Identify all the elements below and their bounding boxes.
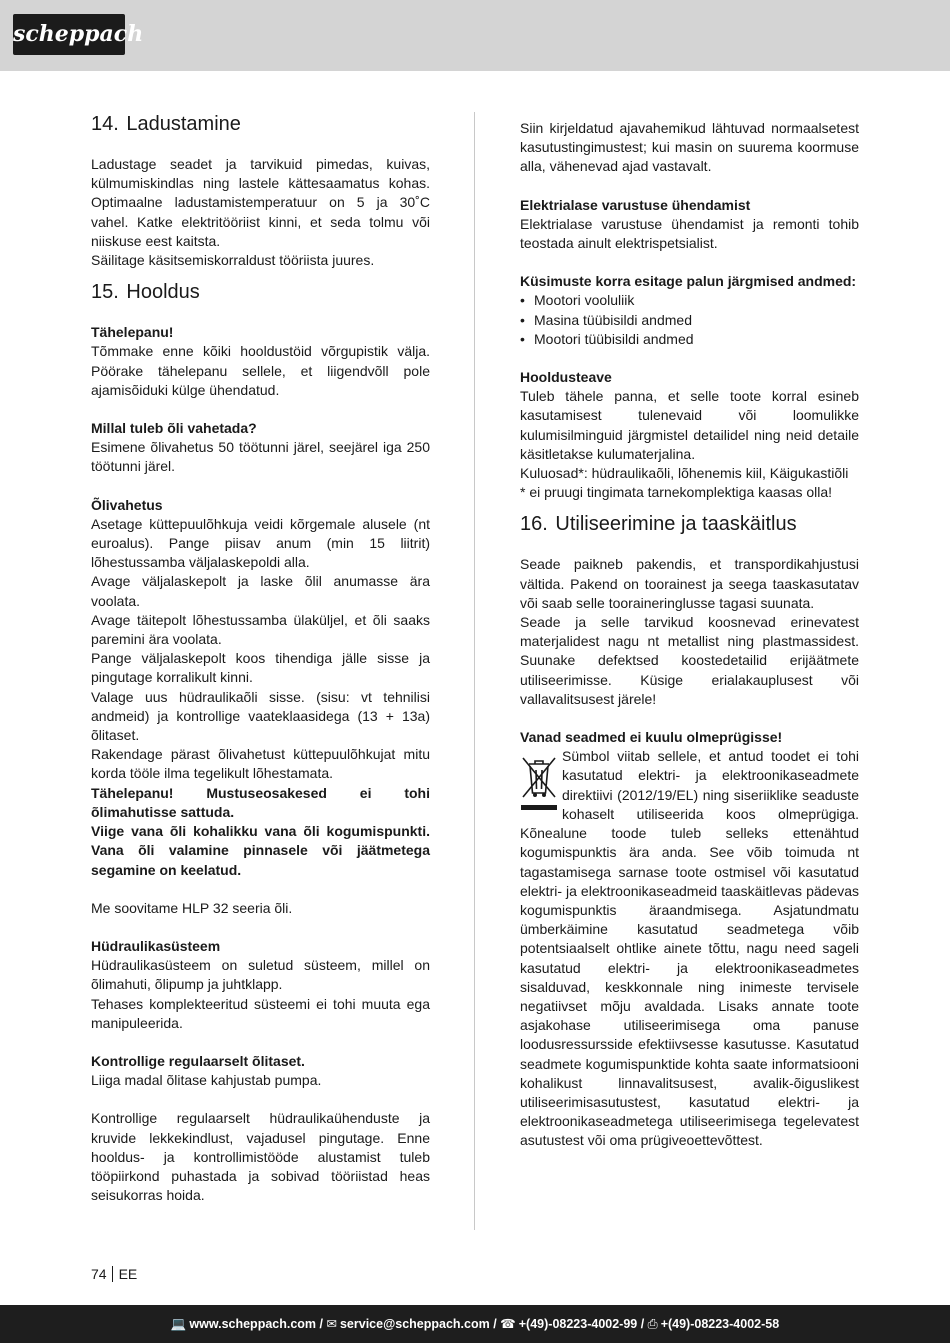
section-number: 14. (91, 113, 119, 135)
oil-level-text: Liiga madal õlitase kahjustab pumpa. (91, 1072, 322, 1089)
fax-icon: ⎙ (647, 1317, 658, 1331)
questions-heading: Küsimuste korra esitage palun järgmised andmed: (520, 273, 857, 290)
oil-level-heading: Kontrollige regulaarselt õlitaset. (91, 1052, 305, 1069)
list-item: • Masina tüübisildi andmed (520, 311, 859, 330)
page-number-block (91, 1265, 137, 1283)
section-heading-storage (91, 112, 430, 136)
section-title: Hooldus (126, 281, 200, 304)
attention-text: Tõmmake enne kõiki hooldustöid võrgupistik välja. Pöörake tähelepanu sellele, et liigendvõll pole ajamisõiduki külge ühendatud. (91, 343, 430, 398)
service-heading: Hooldusteave (520, 369, 612, 386)
fax-number: +(49)-08223-4002-58 (660, 1317, 780, 1331)
oil-change-answer: Esimene õlivahetus 50 töötunni järel, seejärel iga 250 töötunni järel. (91, 439, 430, 475)
old-devices-text: Sümbol viitab sellele, et antud toodet ei tohi kasutatud elektri- ja elektroonikaseadmete direktiivi (2012/19/EL) ning siseriiklike seaduste kohaselt utiliseerida koos olmeprügiga. Kõnealune toode tuleb selleks ettenähtud kogumispunktis ära anda. See võib toimuda nt tagastamisega sarnase toote ostmisel või kasutatud elektri- ja elektroonikaseadmeid taaskäitlevas pädevas kogumispunktis äraandmisega. Asjatundmatu ümberkäimine kasutatud seadmetega võib potentsiaalselt ohtlike ainete tõttu, nagu need sageli kasutatud elektri- ja elektroonikaseadmetes sisalduvad, keskkonnale ning inimeste tervisele negatiivset mõju avaldada. Lisaks annate toote asjakohase utiliseerimisega oma panuse loodusressursside efektiivsesse kasutusse. Kasutatud seadmete kogumispunktide kohta saate informatsiooni kohalikust linnavalitsusest, avalik-õiguslikest utiliseerimisasutustest, kasutatud elektri- ja elektroonikaseadmetega utiliseerimisega tegelevatest asutustest või oma prügiveoettevõttest. (520, 748, 859, 1149)
hydraulic-text-2: Tehases komplekteeritud süsteemi ei tohi muuta ega manipuleerida. (91, 995, 430, 1031)
section-number: 16. (520, 513, 548, 536)
weee-block (520, 747, 859, 1150)
oil-step-4: Pange väljalaskepolt koos tihendiga jälle sisse ja pingutage korralikult kinni. (91, 650, 430, 686)
delivery-note: * ei pruugi tingimata tarnekomplektiga kaasas olla! (520, 484, 833, 501)
wear-parts: Kuluosad*: hüdraulikaõli, lõhenemis kiil, Käigukastiõli (520, 465, 849, 482)
column-divider (474, 112, 475, 1230)
phone-icon: ☎ (500, 1317, 516, 1331)
leak-check-text: Kontrollige regulaarselt hüdraulikaühenduste ja kruvide lekkekindlust, vajadusel pingutage. Enne hooldus- ja kontrollimistööde alustamist tuleb tööpiirkond puhastada ja sobivad tööriistad heas seisukorras hoida. (91, 1110, 430, 1204)
section-heading-disposal (520, 512, 859, 536)
attention-label: Tähelepanu! (91, 324, 174, 341)
website-link[interactable]: www.scheppach.com / (189, 1317, 323, 1331)
service-text: Tuleb tähele panna, et selle toote korral esineb kasutamisest tulenevaid või loomulikke kulumisilminguid järgmistel detailidel ning neid detaile käsitletakse kulumaterjalina. (520, 388, 859, 462)
electrical-text: Elektrialase varustuse ühendamist ja remonti tohib teostada ainult elektrispetsialist. (520, 215, 859, 252)
disposal-paragraph-2: Seade ja selle tarvikud koosnevad erinevatest materjalidest nagu nt metallist ning plastmassidest. Suunake defektsed koostedetailid erijäätmete utiliseerimisse. Küsige erialakauplusest või vallavalitsusest järele! (520, 614, 859, 707)
computer-icon: 💻 (170, 1317, 187, 1331)
section-title: Ladustamine (126, 113, 241, 135)
hydraulic-heading: Hüdraulikasüsteem (91, 937, 221, 954)
disposal-paragraph-1: Seade paikneb pakendis, et transpordikahjustusi vältida. Pakend on toorainest ja seega taaskasutatav või saab selle tooraineringlusse tagasi suunata. (520, 556, 859, 611)
language-code: EE (118, 1266, 138, 1282)
questions-list (520, 291, 859, 349)
section-heading-maintenance (91, 280, 430, 304)
page-number: 74 (91, 1266, 107, 1282)
list-item: • Mootori tüübisildi andmed (520, 330, 859, 349)
email-link[interactable]: service@scheppach.com / (339, 1317, 497, 1331)
crossed-bin-icon (520, 753, 558, 813)
oil-change-question: Millal tuleb õli vahetada? (91, 420, 257, 437)
storage-paragraph-2: Säilitage käsitsemiskorraldust tööriista juures. (91, 252, 375, 269)
oil-recommendation: Me soovitame HLP 32 seeria õli. (91, 899, 293, 916)
oil-step-6: Rakendage pärast õlivahetust küttepuulõhkujat mitu korda tööle ilma tegelikult lõhestamata. (91, 746, 430, 782)
electrical-heading: Elektrialase varustuse ühendamist (520, 196, 751, 213)
old-devices-heading: Vanad seadmed ei kuulu olmeprügisse! (520, 729, 783, 746)
left-column (91, 112, 430, 1205)
intervals-intro: Siin kirjeldatud ajavahemikud lähtuvad normaalsetest kasutustingimustest; kui masin on suurema koormuse alla, vähenevad ajad vastavalt. (520, 120, 859, 175)
right-column (520, 119, 859, 1151)
oil-step-1: Asetage küttepuulõhkuja veidi kõrgemale alusele (nt euroalus). Pange piisav anum (min 15 liitrit) lõhestussamba väljalaskepoldi alla. (91, 515, 430, 571)
page-header (0, 0, 950, 71)
list-item: • Mootori vooluliik (520, 291, 859, 310)
section-number: 15. (91, 281, 119, 304)
hydraulic-text-1: Hüdraulikasüsteem on suletud süsteem, millel on õlimahuti, õlipump ja juhtklapp. (91, 957, 430, 993)
phone-number: +(49)-08223-4002-99 / (518, 1317, 645, 1331)
oil-warning-2: Viige vana õli kohalikku vana õli kogumispunkti. Vana õli valamine pinnasele või jäätmetega segamine on keelatud. (91, 823, 430, 878)
oil-step-5: Valage uus hüdraulikaõli sisse. (sisu: vt tehnilisi andmeid) ja kontrollige vaateklaasidega (13 + 13a) õlitaset. (91, 688, 430, 744)
oil-change-heading: Õlivahetus (91, 496, 163, 513)
oil-step-2: Avage väljalaskepolt ja laske õlil anumasse ära voolata. (91, 573, 430, 609)
contact-footer (0, 1305, 950, 1343)
oil-step-3: Avage täitepolt lõhestussamba ülaküljel, et õli saaks paremini ära voolata. (91, 611, 430, 648)
storage-paragraph: Ladustage seadet ja tarvikuid pimedas, kuivas, külmumiskindlas ning lastele kättesaamatus kohas. Optimaalne ladustamistemperatuur on 5 ja 30˚C vahel. Katke elektritööriist kinni, et seda tolmu või niiskuse eest kaitsta. (91, 156, 430, 249)
section-title: Utiliseerimine ja taaskäitlus (555, 513, 797, 536)
brand-logo: scheppach (13, 14, 125, 55)
oil-warning-1: Tähelepanu! Mustuseosakesed ei tohi õlimahutisse sattuda. (91, 784, 430, 820)
mail-icon: ✉ (326, 1317, 337, 1331)
